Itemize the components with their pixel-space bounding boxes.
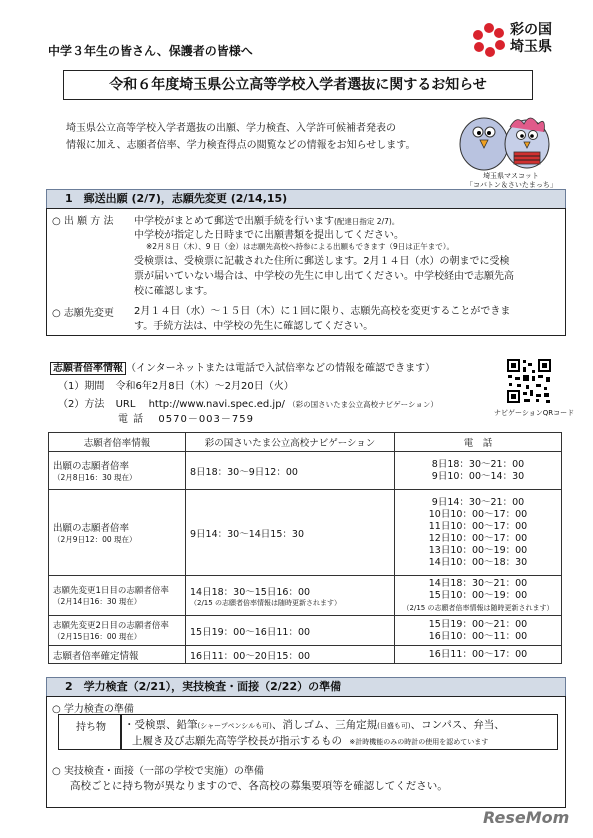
phone-cell	[395, 452, 562, 490]
table-header: 電 話	[395, 433, 562, 452]
phone-label: 電 話	[118, 414, 145, 425]
row-label-cell	[49, 576, 186, 616]
method-line4: 票が届いていない場合は、中学校の先生に申し出てください。中学校経由で志願先高	[134, 271, 514, 282]
intro-line2: 情報に加え、志願者倍率、学力検査得点の閲覧などの情報をお知らせします。	[66, 140, 416, 151]
ratio-heading-note: （インターネットまたは電話で入試倍率などの情報を確認できます）	[126, 363, 436, 374]
phone-period: 8日18：30～21：00	[431, 458, 525, 470]
row-label: 志願先変更2日目の志願者倍率	[53, 621, 169, 631]
phone-row	[118, 410, 254, 425]
navi-period: 14日18：30～15日16：00	[190, 586, 311, 598]
method-line1-note: (配達日指定 2/7)。	[334, 217, 400, 226]
url-note: （彩の国さいたま公立高校ナビゲーション）	[288, 400, 438, 409]
items-part2: 、消しゴム、三角定規	[271, 719, 378, 731]
method-line3: 受検票は、受検票に記載された住所に郵送します。2月１４日（水）の朝までに受検	[134, 256, 510, 267]
change-label: ○ 志願先変更	[52, 308, 114, 319]
phone-cell	[395, 490, 562, 576]
row-sub: （2月15日16：00 現在）	[53, 632, 142, 641]
method-row	[58, 395, 438, 410]
method-line1-text: 中学校がまとめて郵送で出願手続を行います	[134, 216, 334, 227]
period-row	[58, 377, 294, 392]
resemom-logo: ReseMom	[483, 808, 570, 827]
navi-cell	[186, 490, 395, 576]
saitama-logo-icon	[471, 22, 507, 58]
row-label-cell	[49, 490, 186, 576]
navi-note: （2/15 の志願者倍率情報は随時更新されます）	[190, 598, 341, 607]
intro-line1: 埼玉県公立高等学校入学者選抜の出願、学力検査、入学許可候補者発表の	[66, 123, 396, 134]
mascot-caption-line1: 埼玉県マスコット	[483, 172, 539, 180]
row-label: 出願の志願者倍率	[53, 461, 130, 472]
change-line2: す。手続方法は、中学校の先生に確認してください。	[134, 321, 374, 332]
phone-period: 12日10：00～17：00	[428, 532, 528, 544]
table-row	[49, 490, 562, 576]
row-label-cell	[49, 452, 186, 490]
phone-period: 14日18：30～21：00	[428, 577, 528, 589]
row-sub: （2月9日12：00 現在）	[53, 535, 137, 544]
navi-cell	[186, 646, 395, 664]
phone-period: 15日10：00～19：00	[428, 589, 528, 601]
table-row	[49, 646, 562, 664]
phone-period: 10日10：00～17：00	[428, 508, 528, 520]
period-label: （1）期間	[58, 381, 105, 392]
logo-text	[510, 22, 552, 56]
items-note1: (シャープペンシルも可)	[197, 722, 272, 730]
navi-cell	[186, 616, 395, 646]
phone-period: 15日19：00～21：00	[428, 618, 528, 630]
method-line1	[134, 212, 399, 227]
phone-cell	[395, 576, 562, 616]
mascot-caption-line2: 「コバトン＆さいたまっち」	[466, 181, 557, 189]
table-header: 志願者倍率情報	[49, 433, 186, 452]
items-line2-note: ※計時機能のみの時計の使用を認めています	[349, 738, 489, 746]
phone-cell	[395, 646, 562, 664]
method-line5: 校に確認します。	[134, 286, 214, 297]
phone-period: 16日11：00～17：00	[428, 648, 528, 660]
practical-text: 高校ごとに持ち物が異なりますので、各高校の募集要項等を確認してください。	[70, 780, 448, 792]
mascot-illustration	[452, 102, 562, 172]
phone-period: 13日10：00～19：00	[428, 544, 528, 556]
ratio-method-label: （2）方法	[58, 399, 105, 410]
change-line1: 2月１４日（水）～１５日（木）に１回に限り、志願先高校を変更することができま	[134, 306, 511, 317]
section1-heading: 1 郵送出願 (2/7)，志願先変更 (2/14,15)	[46, 189, 566, 209]
navi-cell	[186, 452, 395, 490]
ratio-heading-line	[50, 359, 435, 374]
url-label: URL	[115, 399, 136, 410]
phone-period: 9日14：30～21：00	[431, 496, 525, 508]
ratio-heading: 志願者倍率情報	[50, 362, 126, 375]
page-title: 令和６年度埼玉県公立高等学校入学者選抜に関するお知らせ	[63, 70, 533, 100]
navi-period: 8日18：30～9日12：00	[190, 466, 298, 478]
table-row	[49, 616, 562, 646]
practical-label: ○ 実技検査・面接（一部の学校で実施）の準備	[52, 766, 264, 777]
phone-period: 14日10：00～18：30	[428, 556, 528, 568]
prep-label: ○ 学力検査の準備	[52, 704, 134, 715]
navi-period: 15日19：00～16日11：00	[190, 626, 311, 638]
table-row	[49, 576, 562, 616]
items-line2-text: 上履き及び志願先高等学校長が指示するもの	[132, 735, 342, 747]
row-label-cell	[49, 646, 186, 664]
phone-number: 0570－003－759	[158, 414, 254, 425]
phone-note: （2/15 の志願者倍率情報は随時更新されます）	[402, 603, 554, 612]
logo-text-line1: 彩の国	[510, 22, 552, 38]
phone-period: 16日10：00～11：00	[428, 630, 528, 642]
items-line1	[124, 717, 505, 732]
items-note2: (目盛も可)	[377, 722, 411, 730]
row-label: 志願者倍率確定情報	[53, 650, 139, 662]
navi-cell	[186, 576, 395, 616]
logo-text-line2: 埼玉県	[510, 39, 552, 55]
row-sub: （2月14日16：30 現在）	[53, 597, 142, 606]
method-note: ※2月８日（木）、9 日（金）は志願先高校へ持参による出願もできます（9日は正午まで）。	[146, 242, 454, 251]
row-label: 志願先変更1日目の志願者倍率	[53, 586, 169, 596]
phone-cell	[395, 616, 562, 646]
row-label: 出願の志願者倍率	[53, 523, 130, 534]
navi-period: 9日14：30～14日15：30	[190, 528, 304, 540]
mascot-caption	[466, 172, 556, 190]
change-text	[134, 304, 510, 334]
method-line2: 中学校が指定した日時までに出願書類を提出してください。	[134, 230, 404, 241]
url-link[interactable]: http://www.navi.spec.ed.jp/	[148, 399, 285, 410]
row-sub: （2月8日16：30 現在）	[53, 473, 137, 482]
table-header-row	[49, 433, 562, 452]
items-part1: ・受検票、鉛筆	[124, 719, 198, 731]
qr-code-icon[interactable]	[506, 358, 552, 404]
ratio-schedule-table	[48, 432, 562, 664]
table-header: 彩の国さいたま公立高校ナビゲーション	[186, 433, 395, 452]
phone-period: 11日10：00～17：00	[428, 520, 528, 532]
items-label: 持ち物	[76, 722, 106, 733]
row-label-cell	[49, 616, 186, 646]
phone-period: 9日10：00～14：30	[431, 470, 525, 482]
method-label: ○ 出 願 方 法	[52, 216, 114, 227]
navi-period: 16日11：00～20日15：00	[190, 650, 311, 662]
section2-heading: 2 学力検査（2/21），実技検査・面接（2/22）の準備	[46, 677, 566, 697]
items-line2	[132, 733, 488, 748]
period-value: 令和6年2月8日（木）～2月20日（火）	[115, 381, 294, 392]
audience-line: 中学３年生の皆さん、保護者の皆様へ	[48, 44, 253, 58]
qr-caption: ナビゲーションQRコード	[494, 409, 575, 417]
items-part3: 、コンパス、弁当、	[410, 719, 505, 731]
intro-text	[66, 120, 416, 154]
method-ticket-text	[134, 254, 514, 299]
table-row	[49, 452, 562, 490]
